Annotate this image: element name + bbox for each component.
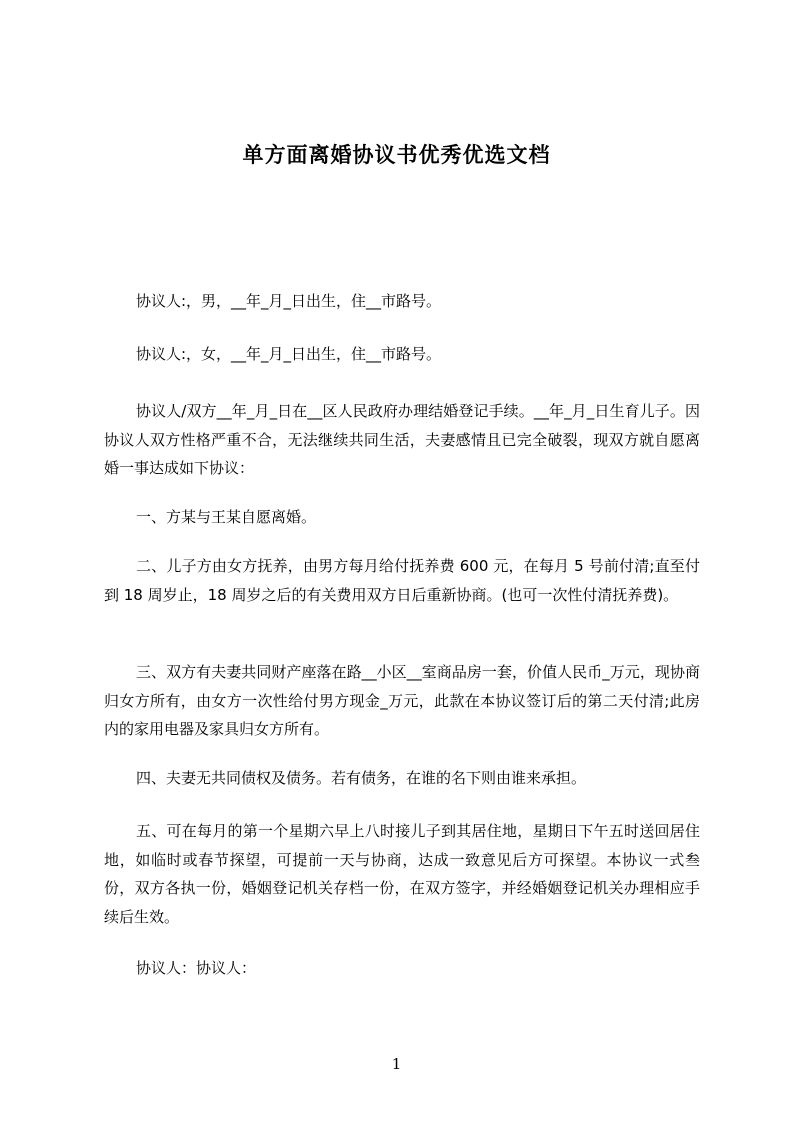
clause-4-paragraph: 四、夫妻无共同债权及债务。若有债务，在谁的名下则由谁来承担。 bbox=[136, 769, 587, 787]
clause-3-paragraph: 三、双方有夫妻共同财产座落在路__小区__室商品房一套，价值人民币_万元，现协商归女方所有，由女方一次性给付男方现金_万元，此款在本协议签订后的第二天付清;此房内的家用电器及家具归女方所有。 bbox=[104, 663, 700, 738]
clause-1-paragraph: 一、方某与王某自愿离婚。 bbox=[136, 508, 317, 526]
document-title: 单方面离婚协议书优秀优选文档 bbox=[242, 143, 551, 167]
party-female-line: 协议人:，女，__年_月_日出生，住__市路号。 bbox=[136, 345, 442, 363]
clause-2-paragraph: 二、儿子方由女方抚养，由男方每月给付抚养费 600 元，在每月 5 号前付清;直至付到 18 周岁止，18 周岁之后的有关费用双方日后重新协商。(也可一次性付清抚养费)。 bbox=[104, 557, 700, 604]
page-number: 1 bbox=[391, 1055, 402, 1073]
clause-5-paragraph: 五、可在每月的第一个星期六早上八时接儿子到其居住地，星期日下午五时送回居住地，如临时或春节探望，可提前一天与协商，达成一致意见后方可探望。本协议一式叁份，双方各执一份，婚姻登记机关存档一份，在双方签字，并经婚姻登记机关办理相应手续后生效。 bbox=[104, 822, 700, 926]
marriage-background-paragraph: 协议人/双方__年_月_日在__区人民政府办理结婚登记手续。__年_月_日生育儿子。因协议人双方性格严重不合，无法继续共同生活，夫妻感情且已完全破裂，现双方就自愿离婚一事达成如下协议： bbox=[104, 402, 700, 477]
party-male-line: 协议人:，男，__年_月_日出生，住__市路号。 bbox=[136, 292, 442, 310]
signature-line: 协议人：协议人： bbox=[136, 959, 257, 977]
